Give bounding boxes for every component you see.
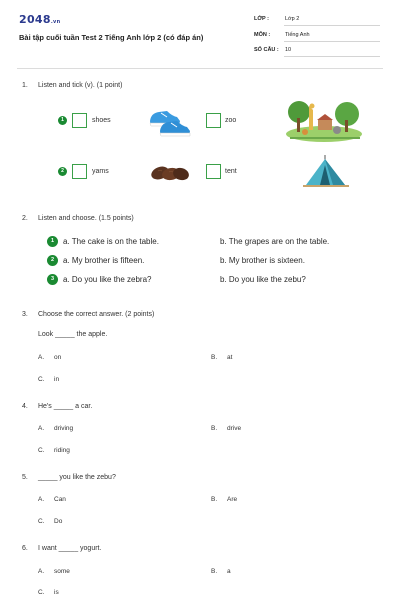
choice-text: a. The cake is on the table. xyxy=(63,237,159,246)
zoo-icon xyxy=(285,100,363,142)
option-text: a xyxy=(227,568,231,575)
tent-icon xyxy=(303,153,349,189)
choice-text: b. Do you like the zebu? xyxy=(220,275,306,284)
logo-text: 2048 xyxy=(19,13,51,26)
option-letter: B. xyxy=(211,568,218,575)
tick-box-zoo[interactable] xyxy=(206,113,221,128)
word-tent: tent xyxy=(225,168,237,175)
question-4 xyxy=(22,403,92,410)
option-3c[interactable] xyxy=(38,376,59,383)
question-text: Listen and choose. (1.5 points) xyxy=(38,215,134,222)
option-6a[interactable] xyxy=(38,568,70,575)
choice-1b[interactable] xyxy=(220,237,329,246)
option-text: Can xyxy=(54,496,66,503)
option-4b[interactable] xyxy=(211,425,241,432)
option-text: driving xyxy=(54,425,74,432)
choice-text: b. The grapes are on the table. xyxy=(220,237,330,246)
option-letter: B. xyxy=(211,354,218,361)
tick-box-shoes[interactable] xyxy=(72,113,87,128)
question-6 xyxy=(22,545,101,552)
question-number: 1. xyxy=(22,82,28,89)
option-text: riding xyxy=(54,447,70,454)
option-letter: C. xyxy=(38,447,45,454)
option-letter: C. xyxy=(38,518,45,525)
question-text: He's _____ a car. xyxy=(38,403,93,410)
option-text: in xyxy=(54,376,60,383)
audio-badge-1[interactable]: 1 xyxy=(47,236,58,247)
meta-subject-value: Tiếng Anh xyxy=(284,32,380,42)
word-yams: yams xyxy=(92,168,109,175)
audio-badge-3[interactable]: 3 xyxy=(47,274,58,285)
meta-count-label: SỐ CÂU : xyxy=(254,47,279,53)
option-text: some xyxy=(54,568,70,575)
tick-box-tent[interactable] xyxy=(206,164,221,179)
question-text: I want _____ yogurt. xyxy=(38,545,102,552)
option-text: is xyxy=(54,589,59,596)
shoes-icon xyxy=(147,101,193,139)
choice-2a[interactable] xyxy=(63,256,144,265)
question-text: _____ you like the zebu? xyxy=(38,474,116,481)
option-6c[interactable] xyxy=(38,589,59,596)
header-divider xyxy=(17,68,383,69)
choice-2b[interactable] xyxy=(220,256,305,265)
meta-count-value: 10 xyxy=(284,47,380,57)
question-number: 6. xyxy=(22,545,28,552)
question-3-prompt: Look _____ the apple. xyxy=(38,331,108,338)
option-letter: A. xyxy=(38,354,45,361)
option-letter: A. xyxy=(38,568,45,575)
question-5 xyxy=(22,474,116,481)
option-4a[interactable] xyxy=(38,425,73,432)
audio-badge-2[interactable]: 2 xyxy=(47,255,58,266)
choice-3a[interactable] xyxy=(63,275,152,284)
option-letter: A. xyxy=(38,425,45,432)
option-text: on xyxy=(54,354,62,361)
question-3 xyxy=(22,311,154,318)
question-text: Listen and tick (v). (1 point) xyxy=(38,82,123,89)
option-letter: A. xyxy=(38,496,45,503)
meta-class-value: Lớp 2 xyxy=(284,16,380,26)
word-shoes: shoes xyxy=(92,117,111,124)
site-logo[interactable] xyxy=(19,13,60,26)
option-text: drive xyxy=(227,425,242,432)
word-zoo: zoo xyxy=(225,117,237,124)
option-text: Are xyxy=(227,496,238,503)
logo-suffix: .vn xyxy=(50,19,61,25)
question-number: 4. xyxy=(22,403,28,410)
option-5a[interactable] xyxy=(38,496,66,503)
meta-subject-label: MÔN : xyxy=(254,32,271,38)
choice-3b[interactable] xyxy=(220,275,306,284)
page-title: Bài tập cuối tuần Test 2 Tiếng Anh lớp 2 (có đáp án) xyxy=(19,33,204,42)
question-number: 5. xyxy=(22,474,28,481)
choice-text: b. My brother is sixteen. xyxy=(220,256,305,265)
option-letter: C. xyxy=(38,589,45,596)
choice-1a[interactable] xyxy=(63,237,159,246)
audio-badge-1[interactable]: 1 xyxy=(58,116,67,125)
question-number: 2. xyxy=(22,215,28,222)
option-text: at xyxy=(227,354,233,361)
option-5c[interactable] xyxy=(38,518,62,525)
option-letter: B. xyxy=(211,425,218,432)
option-3b[interactable] xyxy=(211,354,232,361)
option-letter: C. xyxy=(38,376,45,383)
option-letter: B. xyxy=(211,496,218,503)
option-3a[interactable] xyxy=(38,354,61,361)
choice-text: a. My brother is fifteen. xyxy=(63,256,145,265)
option-4c[interactable] xyxy=(38,447,70,454)
option-5b[interactable] xyxy=(211,496,237,503)
option-text: Do xyxy=(54,518,63,525)
meta-class-label: LỚP : xyxy=(254,16,269,22)
question-1 xyxy=(22,82,122,89)
question-text: Choose the correct answer. (2 points) xyxy=(38,311,155,318)
question-number: 3. xyxy=(22,311,28,318)
choice-text: a. Do you like the zebra? xyxy=(63,275,152,284)
audio-badge-2[interactable]: 2 xyxy=(58,167,67,176)
question-2 xyxy=(22,215,134,222)
yams-icon xyxy=(150,161,190,185)
tick-box-yams[interactable] xyxy=(72,164,87,179)
option-6b[interactable] xyxy=(211,568,231,575)
